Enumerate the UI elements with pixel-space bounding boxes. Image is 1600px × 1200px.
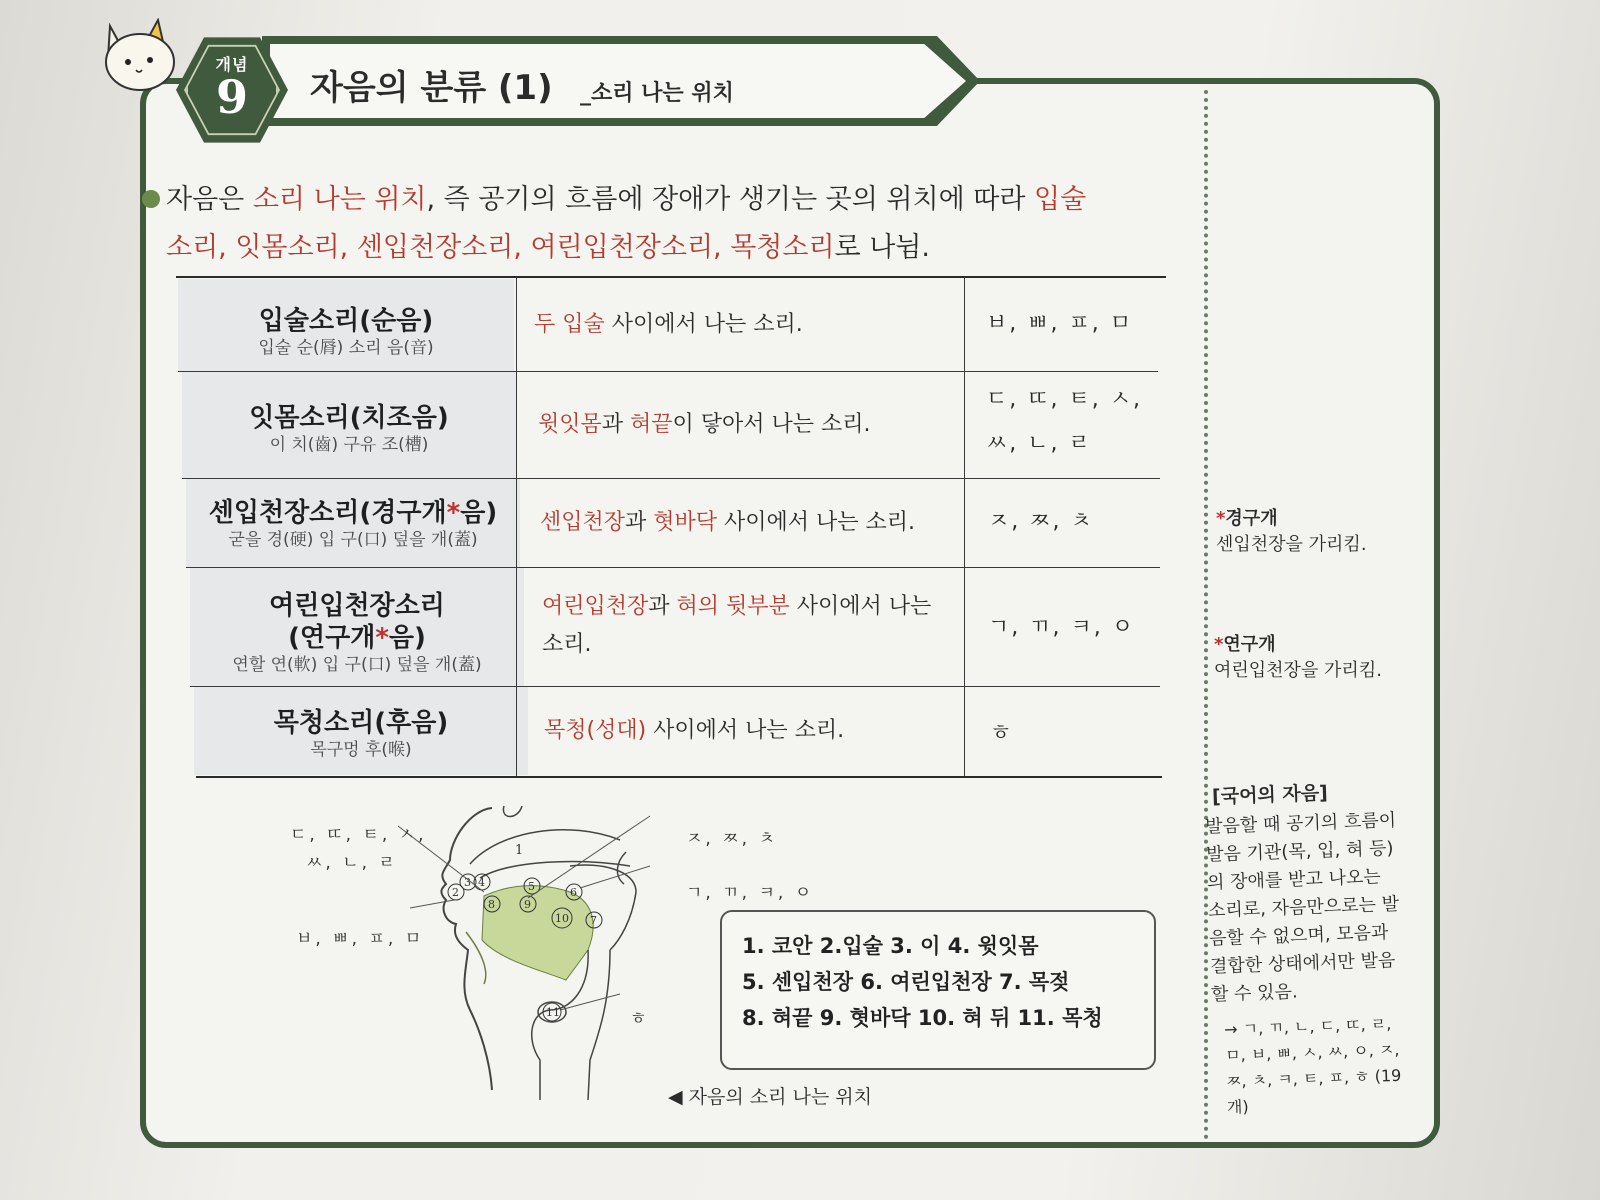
marker-label: 1 — [515, 843, 524, 858]
svg-text:7: 7 — [590, 914, 597, 927]
row-name: 목청소리(후음) — [273, 708, 449, 738]
side-note-palatal — [1216, 506, 1367, 558]
consonants-line: ㅆ, ㄴ, ㄹ — [986, 431, 1092, 456]
row-hanja: 연할 연(軟) 입 구(口) 덮을 개(蓋) — [232, 655, 482, 675]
svg-text:6: 6 — [570, 886, 577, 899]
diagram-label-glottal: ㅎ — [630, 1009, 650, 1029]
consonant-note-title: [국어의 자음] — [1211, 781, 1329, 809]
row-hanja: 입술 순(脣) 소리 음(音) — [258, 338, 434, 358]
desc-highlight: 혀의 뒷부분 — [676, 594, 790, 619]
asterisk-mark: * — [1214, 634, 1224, 655]
table-row-bilabial-header — [178, 279, 514, 371]
row-hanja: 목구멍 후(喉) — [310, 740, 412, 760]
intro-text: , 즉 공기의 흐름에 장애가 생기는 곳의 위치에 따라 — [426, 184, 1034, 215]
svg-text:8: 8 — [488, 898, 495, 911]
table-row-rule — [182, 478, 1160, 479]
consonants-line: ㄷ, ㄸ, ㅌ, ㅅ, — [986, 387, 1142, 412]
row-name: 입술소리(순음) — [258, 306, 434, 336]
asterisk-mark: * — [375, 623, 389, 653]
consonant-note-text: 발음할 때 공기의 흐름이 발음 기관(목, 입, 혀 등)의 장애를 받고 나오는 소리로, 자음만으로는 발음할 수 없으며, 모음과 결합한 상태에서만 발음할 수 있음. — [1204, 809, 1400, 1006]
svg-text:9: 9 — [524, 898, 531, 911]
row-description — [534, 306, 803, 344]
desc-highlight: 혓바닥 — [653, 510, 718, 535]
svg-text:2: 2 — [452, 886, 459, 899]
table-col-rule — [516, 278, 517, 776]
desc-highlight: 윗잇몸 — [538, 412, 602, 437]
intro-text: 자음은 — [166, 184, 253, 215]
intro-text: 로 나뉨. — [834, 232, 930, 263]
row-description — [544, 712, 844, 750]
dotted-divider — [1204, 90, 1208, 1140]
desc-text: 과 — [601, 412, 631, 437]
intro-highlight: 소리, 잇몸소리, 센입천장소리, 여린입천장소리, 목청소리 — [166, 232, 835, 263]
row-consonants: ㅎ — [990, 721, 1014, 746]
desc-text: 사이에서 나는 — [789, 594, 932, 619]
legend-line: 1. 코안 2.입술 3. 이 4. 윗잇몸 — [742, 934, 1039, 958]
svg-text:4: 4 — [478, 876, 485, 889]
row-name: (연구개 — [288, 623, 376, 653]
bullet-dot-icon — [142, 190, 160, 208]
legend-line: 8. 혀끝 9. 혓바닥 10. 혀 뒤 11. 목청 — [742, 1006, 1103, 1030]
table-top-rule — [176, 276, 1166, 278]
table-row-glottal-header — [194, 687, 528, 775]
vocal-tract-diagram — [270, 800, 690, 1100]
desc-text: 사이에서 나는 소리. — [717, 510, 916, 535]
diagram-label-bilabial: ㅂ, ㅃ, ㅍ, ㅁ — [296, 929, 425, 949]
concept-label: 개념 — [215, 55, 249, 74]
diagram-label-velar: ㄱ, ㄲ, ㅋ, ㅇ — [686, 883, 815, 903]
row-consonants: ㄱ, ㄲ, ㅋ, ㅇ — [988, 615, 1135, 640]
consonant-note-list: → ㄱ, ㄲ, ㄴ, ㄷ, ㄸ, ㄹ, ㅁ, ㅂ, ㅃ, ㅅ, ㅆ, ㅇ, ㅈ, ㅉ, ㅊ, ㅋ, ㅌ, ㅍ, ㅎ (19개) — [1223, 1014, 1402, 1117]
row-consonants: ㅈ, ㅉ, ㅊ — [988, 509, 1094, 534]
table-row-palatal-header — [186, 479, 520, 567]
row-description — [538, 406, 871, 444]
row-name: 잇몸소리(치조음) — [249, 403, 449, 433]
table-row-rule — [186, 567, 1160, 568]
intro-highlight: 입술 — [1033, 184, 1087, 215]
svg-text:10: 10 — [555, 912, 569, 925]
table-row-rule — [178, 371, 1158, 372]
svg-text:3: 3 — [464, 876, 471, 889]
side-note-text: 여린입천장을 가리킴. — [1214, 660, 1382, 681]
desc-highlight: 여린입천장 — [542, 594, 649, 619]
table-row-rule — [190, 686, 1160, 687]
row-name: 여린입천장소리 — [269, 591, 445, 621]
desc-text: 소리. — [542, 632, 592, 657]
table-col-rule — [964, 278, 965, 776]
table-row-velar-header — [190, 568, 524, 686]
desc-text: 사이에서 나는 소리. — [604, 312, 803, 337]
side-note-title: 경구개 — [1225, 508, 1278, 529]
row-name: 음) — [388, 623, 426, 653]
side-note-title: 연구개 — [1223, 634, 1276, 655]
row-consonants: ㅂ, ㅃ, ㅍ, ㅁ — [986, 311, 1133, 336]
diagram-legend — [720, 910, 1156, 1070]
row-description — [540, 504, 915, 542]
row-name: 음) — [460, 498, 498, 528]
diagram-label-alveolar: ㅆ, ㄴ, ㄹ — [306, 853, 398, 873]
table-row-alveolar-header — [182, 372, 516, 478]
side-note-text: 센입천장을 가리킴. — [1216, 534, 1367, 555]
asterisk-mark: * — [1216, 508, 1226, 529]
desc-highlight: 센입천장 — [540, 510, 626, 535]
row-name: 센입천장소리(경구개 — [208, 498, 447, 528]
desc-text: 사이에서 나는 소리. — [646, 718, 845, 743]
svg-text:11: 11 — [546, 1006, 560, 1019]
intro-highlight: 소리 나는 위치 — [252, 184, 427, 215]
legend-line: 5. 센입천장 6. 여린입천장 7. 목젖 — [742, 970, 1070, 994]
row-description — [542, 588, 931, 664]
diagram-label-palatal: ㅈ, ㅉ, ㅊ — [686, 829, 778, 849]
desc-text: 과 — [625, 510, 654, 535]
row-hanja: 이 치(齒) 구유 조(槽) — [269, 435, 429, 455]
desc-text: 과 — [648, 594, 677, 619]
diagram-caption: ◀ 자음의 소리 나는 위치 — [668, 1086, 872, 1108]
side-note-velar — [1214, 632, 1382, 684]
desc-highlight: 혀끝 — [630, 412, 673, 437]
table-bottom-rule — [196, 776, 1162, 778]
diagram-label-alveolar: ㄷ, ㄸ, ㅌ, ㅅ, — [290, 825, 427, 845]
consonant-note-body — [1205, 807, 1412, 1122]
intro-paragraph — [166, 176, 1166, 272]
page-subtitle: _소리 나는 위치 — [580, 81, 734, 106]
desc-highlight: 두 입술 — [534, 312, 605, 337]
concept-number: 9 — [215, 70, 248, 124]
svg-text:5: 5 — [528, 880, 535, 893]
cat-mascot-icon — [100, 18, 190, 98]
row-hanja: 굳을 경(硬) 입 구(口) 덮을 개(蓋) — [228, 530, 478, 550]
page-title: 자음의 분류 (1) — [310, 68, 553, 108]
desc-text: 이 닿아서 나는 소리. — [672, 412, 871, 437]
desc-highlight: 목청(성대) — [544, 718, 647, 743]
asterisk-mark: * — [446, 498, 461, 528]
row-consonants — [986, 378, 1142, 466]
